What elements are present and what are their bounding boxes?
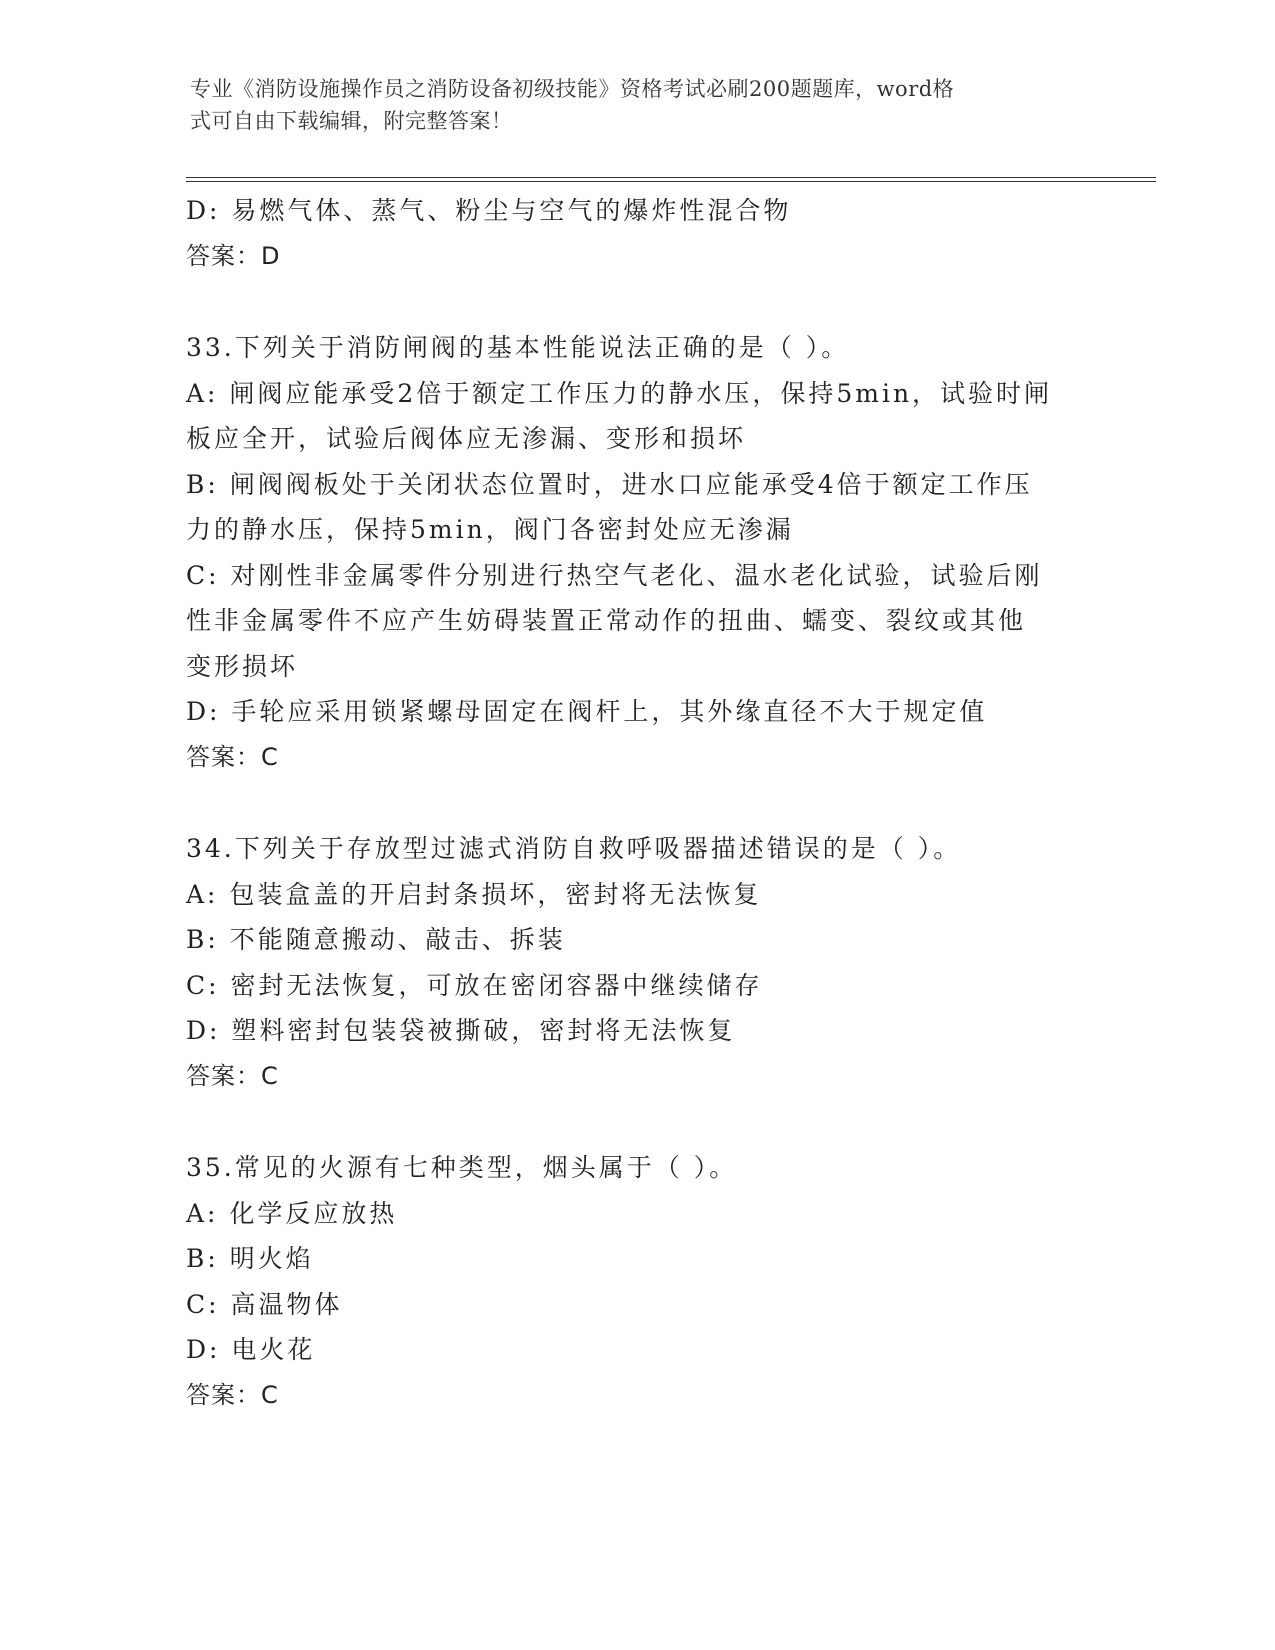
header-line-2: 式可自由下载编辑，附完整答案！: [190, 109, 513, 133]
question-33: [186, 325, 1086, 780]
answer-line: 答案：C: [186, 1061, 279, 1090]
spacer: [186, 1099, 1086, 1145]
answer-line: 答案：C: [186, 742, 279, 771]
header-line-1: 专业《消防设施操作员之消防设备初级技能》资格考试必刷200题题库，word格: [190, 77, 955, 101]
header-divider-bottom: [186, 181, 1156, 182]
option-c: C: 高温物体: [186, 1289, 343, 1319]
option-d: D: 塑料密封包装袋被撕破，密封将无法恢复: [186, 1016, 736, 1045]
question-stem: 34.下列关于存放型过滤式消防自救呼吸器描述错误的是（ ）。: [186, 834, 962, 863]
answer-line: 答案：D: [186, 241, 281, 270]
option-d: D: 手轮应采用锁紧螺母固定在阀杆上，其外缘直径不大于规定值: [186, 697, 988, 726]
document-header: [190, 73, 1090, 137]
answer-line: 答案：C: [186, 1380, 279, 1409]
option-d: D: 易燃气体、蒸气、粉尘与空气的爆炸性混合物: [186, 196, 792, 225]
option-b: B: 明火焰: [186, 1244, 314, 1273]
option-b: B: 不能随意搬动、敲击、拆装: [186, 925, 566, 954]
spacer: [186, 780, 1086, 826]
option-b-continued: 力的静水压，保持5min，阀门各密封处应无渗漏: [186, 515, 794, 544]
option-a-continued: 板应全开，试验后阀体应无渗漏、变形和损坏: [186, 424, 747, 453]
option-c-continued-2: 变形损坏: [186, 651, 299, 681]
spacer: [186, 279, 1086, 325]
option-c-continued: 性非金属零件不应产生妨碍装置正常动作的扭曲、蠕变、裂纹或其他: [186, 606, 1027, 635]
option-a: A: 闸阀应能承受2倍于额定工作压力的静水压，保持5min，试验时闸: [186, 378, 1053, 408]
option-c: C: 对刚性非金属零件分别进行热空气老化、温水老化试验，试验后刚: [186, 560, 1043, 590]
option-d: D: 电火花: [186, 1335, 316, 1364]
question-34: [186, 826, 1086, 1099]
option-c: C: 密封无法恢复，可放在密闭容器中继续储存: [186, 970, 763, 1000]
option-b: B: 闸阀阀板处于关闭状态位置时，进水口应能承受4倍于额定工作压: [186, 469, 1033, 499]
question-list: [186, 188, 1086, 1418]
previous-question-tail: [186, 188, 1086, 279]
header-divider-top: [186, 177, 1156, 178]
question-stem: 35.常见的火源有七种类型，烟头属于（ ）。: [186, 1153, 738, 1182]
option-a: A: 化学反应放热: [186, 1198, 398, 1228]
question-stem: 33.下列关于消防闸阀的基本性能说法正确的是（ ）。: [186, 333, 850, 362]
option-a: A: 包装盒盖的开启封条损坏，密封将无法恢复: [186, 879, 762, 909]
question-35: [186, 1145, 1086, 1418]
